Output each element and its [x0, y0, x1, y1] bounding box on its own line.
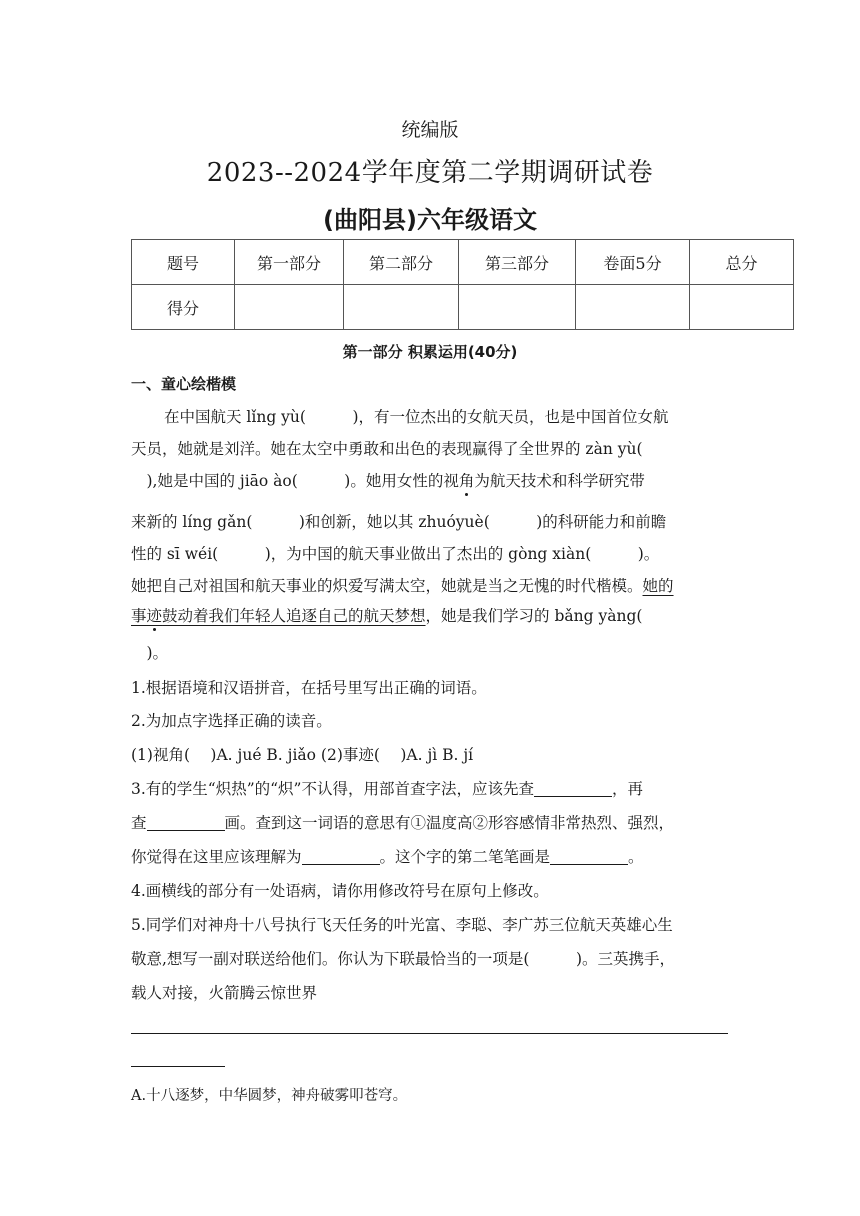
passage-line-3-b: 为航天技术和科学研究带	[474, 472, 645, 490]
question-3-line-1	[131, 777, 643, 799]
question-3-text-f: 。这个字的第二笔笔画是	[379, 848, 551, 866]
question-3-line-2	[131, 811, 674, 833]
passage-line-7	[131, 604, 642, 626]
underlined-sentence-part2: 鼓动着我们年轻人追逐自己的航天梦想	[162, 607, 426, 625]
passage-line-4: 来新的 líng gǎn( )和创新，她以其 zhuóyuè( )的科研能力和前瞻	[131, 513, 667, 531]
exam-subtitle: (曲阳县)六年级语文	[323, 206, 537, 234]
question-5-line-1: 5.同学们对神舟十八号执行飞天任务的叶光富、李聪、李广苏三位航天英雄心生	[131, 916, 673, 934]
question-2: 2.为加点字选择正确的读音。	[131, 712, 332, 730]
section-title: 第一部分 积累运用(40分)	[342, 343, 518, 361]
header-cell-part2: 第二部分	[344, 240, 459, 285]
header-cell-total: 总分	[690, 240, 794, 285]
question-heading: 一、童心绘楷模	[131, 375, 237, 393]
answer-blank-second-stroke[interactable]	[550, 849, 628, 866]
edition-label: 统编版	[401, 119, 459, 141]
passage-line-3	[131, 469, 645, 491]
dotted-char-jiao: 角	[458, 472, 475, 490]
score-table-header-row	[132, 240, 794, 285]
score-cell-neatness[interactable]	[576, 285, 690, 330]
passage-line-7-b: ，她是我们学习的 bǎng yàng(	[425, 607, 643, 625]
header-cell-question-no: 题号	[132, 240, 235, 285]
underlined-sentence-part1: 事	[131, 607, 147, 625]
score-cell-part3[interactable]	[459, 285, 576, 330]
answer-blank-strokes[interactable]	[147, 815, 225, 832]
exam-title: 2023--2024学年度第二学期调研试卷	[206, 158, 654, 188]
passage-line-6	[131, 574, 674, 596]
answer-blank-radical[interactable]	[534, 781, 612, 798]
dotted-char-ji: 迹	[146, 607, 163, 625]
question-5-line-2: 敬意,想写一副对联送给他们。你认为下联最恰当的一项是( )。三英携手，	[131, 950, 676, 968]
header-cell-part3: 第三部分	[459, 240, 576, 285]
passage-line-3-a: ),她是中国的 jiāo ào( )。她用女性的视	[131, 472, 459, 490]
answer-line-long[interactable]	[131, 1033, 728, 1034]
score-cell-total[interactable]	[690, 285, 794, 330]
question-2-options: (1)视角( )A. jué B. jiǎo (2)事迹( )A. jì B. jí	[131, 746, 474, 764]
question-5-line-3: 载人对接，火箭腾云惊世界	[131, 984, 318, 1002]
question-3-text-e: 你觉得在这里应该理解为	[131, 848, 302, 866]
passage-line-6-a: 她把自己对祖国和航天事业的炽爱写满太空，她就是当之无愧的时代楷模。	[131, 577, 643, 595]
passage-line-5: 性的 sī wéi( )，为中国的航天事业做出了杰出的 gòng xiàn( )。	[131, 545, 660, 563]
question-3-text-d: 画。查到这一词语的意思有①温度高②形容感情非常热烈、强烈，	[224, 814, 675, 832]
answer-blank-meaning[interactable]	[302, 849, 380, 866]
passage-line-1: 在中国航天 lǐng yù( )，有一位杰出的女航天员，也是中国首位女航	[164, 408, 669, 426]
question-1: 1.根据语境和汉语拼音，在括号里写出正确的词语。	[131, 679, 487, 697]
question-3-text-b: ，再	[612, 780, 644, 798]
score-table	[131, 239, 794, 330]
underlined-sentence-start: 她的	[642, 577, 674, 595]
passage-line-2: 天员，她就是刘洋。她在太空中勇敢和出色的表现赢得了全世界的 zàn yù(	[131, 440, 643, 458]
score-table-score-row	[132, 285, 794, 330]
answer-line-short[interactable]	[131, 1066, 225, 1067]
question-3-text-a: 3.有的学生“炽热”的“炽”不认得，用部首查字法，应该先查	[131, 780, 534, 798]
passage-line-8: )。	[131, 644, 169, 662]
score-row-label: 得分	[132, 285, 235, 330]
score-cell-part1[interactable]	[235, 285, 344, 330]
question-3-line-3	[131, 845, 644, 867]
score-cell-part2[interactable]	[344, 285, 459, 330]
question-3-text-g: 。	[628, 848, 644, 866]
question-3-text-c: 查	[131, 814, 147, 832]
question-5-option-a: A.十八逐梦，中华圆梦，神舟破雾叩苍穹。	[131, 1088, 408, 1104]
question-4: 4.画横线的部分有一处语病，请你用修改符号在原句上修改。	[131, 882, 549, 900]
header-cell-part1: 第一部分	[235, 240, 344, 285]
header-cell-neatness: 卷面5分	[576, 240, 690, 285]
